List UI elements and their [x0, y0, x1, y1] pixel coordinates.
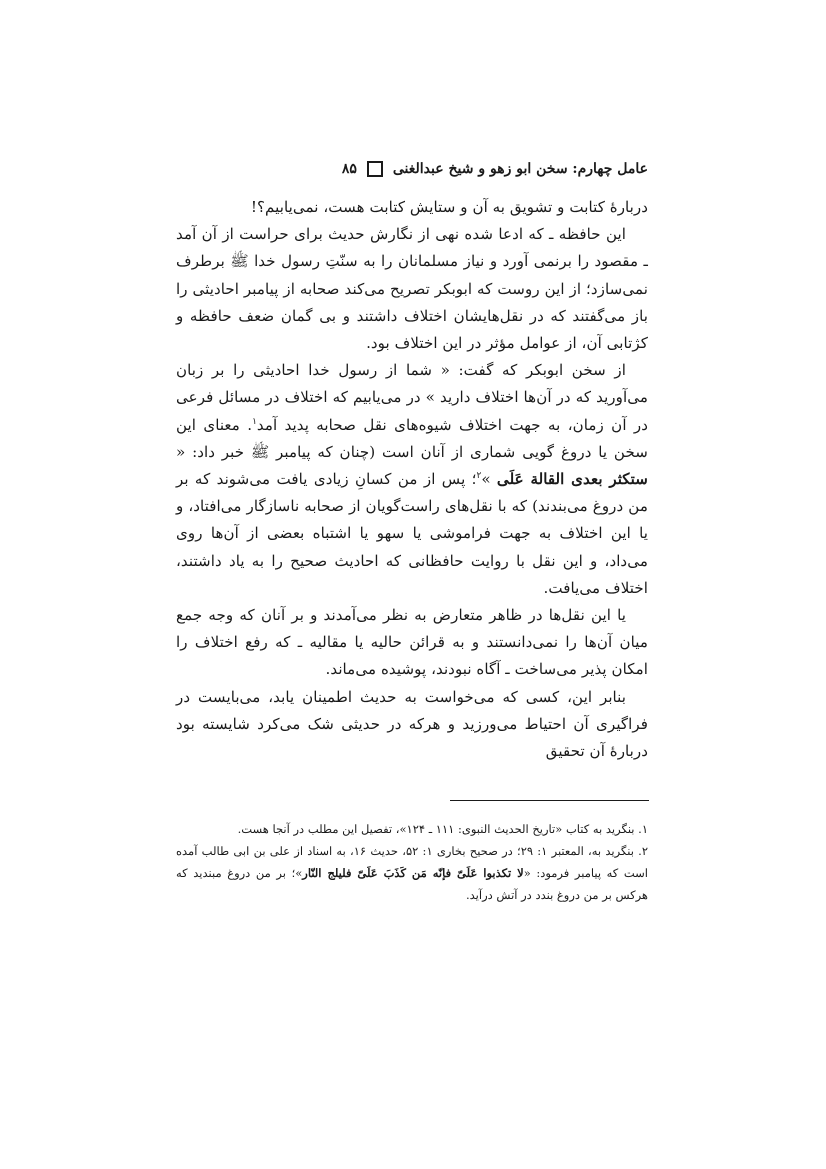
square-ornament-icon — [367, 161, 383, 177]
footnote-2-hadith: لا تکذبوا عَلَیّ فإنّه مَن کَذَبَ عَلَیّ فلیلج النّار — [302, 866, 524, 880]
footnote-ref-2: ۲ — [476, 470, 482, 481]
paragraph-3 — [176, 357, 648, 602]
hadith-quote: ستکثر بعدی القالة عَلَی — [496, 470, 648, 489]
main-text — [176, 194, 648, 765]
paragraph-3-part-a: از سخن ابوبکر که گفت: « شما از رسول خدا احادیثی را بر زبان می‌آورید که در آن‌ها اختلاف دارید » در می‌یابیم که اختلاف در مسائل فرعی در آن زمان، به جهت اختلاف شیوه‌های نقل صحابه پدید آمد — [176, 361, 648, 434]
running-header — [176, 156, 648, 182]
footnotes — [176, 818, 648, 906]
footnote-2-part-b: »؛ بر من دروغ مبندید که هرکس بر من دروغ بندد در آتش درآید. — [176, 866, 648, 902]
paragraph-3-part-c: » — [481, 470, 497, 489]
paragraph-3-part-b: . معنای این سخن یا دروغ گویی شماری از آنان است (چنان که پیامبر ﷺ خبر داد: « — [176, 415, 648, 461]
paragraph-2: این حافظه ـ که ادعا شده نهی از نگارش حدیث برای حراست از آن آمد ـ مقصود را برنمی آورد و نیاز مسلمانان را به سنّتِ رسول خدا ﷺ برطرف نمی‌سازد؛ از این روست که ابوبکر تصریح می‌کند صحابه از پیامبر احادیثی را باز می‌گفتند که در نقل‌هایشان اختلاف داشتند و بی گمان ضعف حافظه و کژتابی آن، از عوامل مؤثر در این اختلاف بود. — [176, 225, 648, 353]
footnote-ref-1: ۱ — [252, 416, 257, 427]
paragraph-1: دربارهٔ کتابت و تشویق به آن و ستایش کتابت هست، نمی‌یابیم؟! — [250, 198, 648, 216]
page-number: ۸۵ — [341, 161, 357, 177]
chapter-title: عامل چهارم: سخن ابو زهو و شیخ عبدالغنی — [392, 161, 648, 177]
paragraph-4: یا این نقل‌ها در ظاهر متعارض به نظر می‌آمدند و بر آنان که وجه جمع میان آن‌ها را نمی‌دانستند و به قرائن حالیه یا مقالیه ـ که رفع اختلاف را امکان پذیر می‌ساخت ـ آگاه نبودند، پوشیده می‌ماند. — [176, 606, 648, 679]
footnote-divider — [450, 800, 649, 801]
paragraph-3-part-d: ؛ پس از من کسانِ زیادی یافت می‌شوند که بر من دروغ می‌بندند) که با نقل‌های راست‌گویان از صحابه ناسازگار می‌افتاد، و یا این اختلاف به جهت فراموشی یا سهو یا اشتباه بعضی از آن‌ها روی می‌داد، و این نقل با روایت حافظانی که احادیث صحیح را به یاد داشتند، اختلاف می‌یافت. — [176, 470, 648, 597]
footnote-1: ۱. بنگرید به کتاب «تاریخ الحدیث النبوی: ۱۱۱ ـ ۱۲۴»، تفصیل این مطلب در آنجا هست. — [237, 822, 648, 836]
paragraph-5: بنابر این، کسی که می‌خواست به حدیث اطمینان یابد، می‌بایست در فراگیری آن احتیاط می‌ورزید و هرکه در حدیثی شک می‌کرد شایسته بود دربارهٔ آن تحقیق — [176, 687, 648, 761]
footnote-2 — [176, 840, 648, 906]
footnote-2-part-a: ۲. بنگرید به، المعتبر ۱: ۲۹؛ در صحیح بخاری ۱: ۵۲، حدیث ۱۶، به اسناد از علی بن ابی طالب آمده است که پیامبر فرمود: « — [176, 844, 649, 880]
